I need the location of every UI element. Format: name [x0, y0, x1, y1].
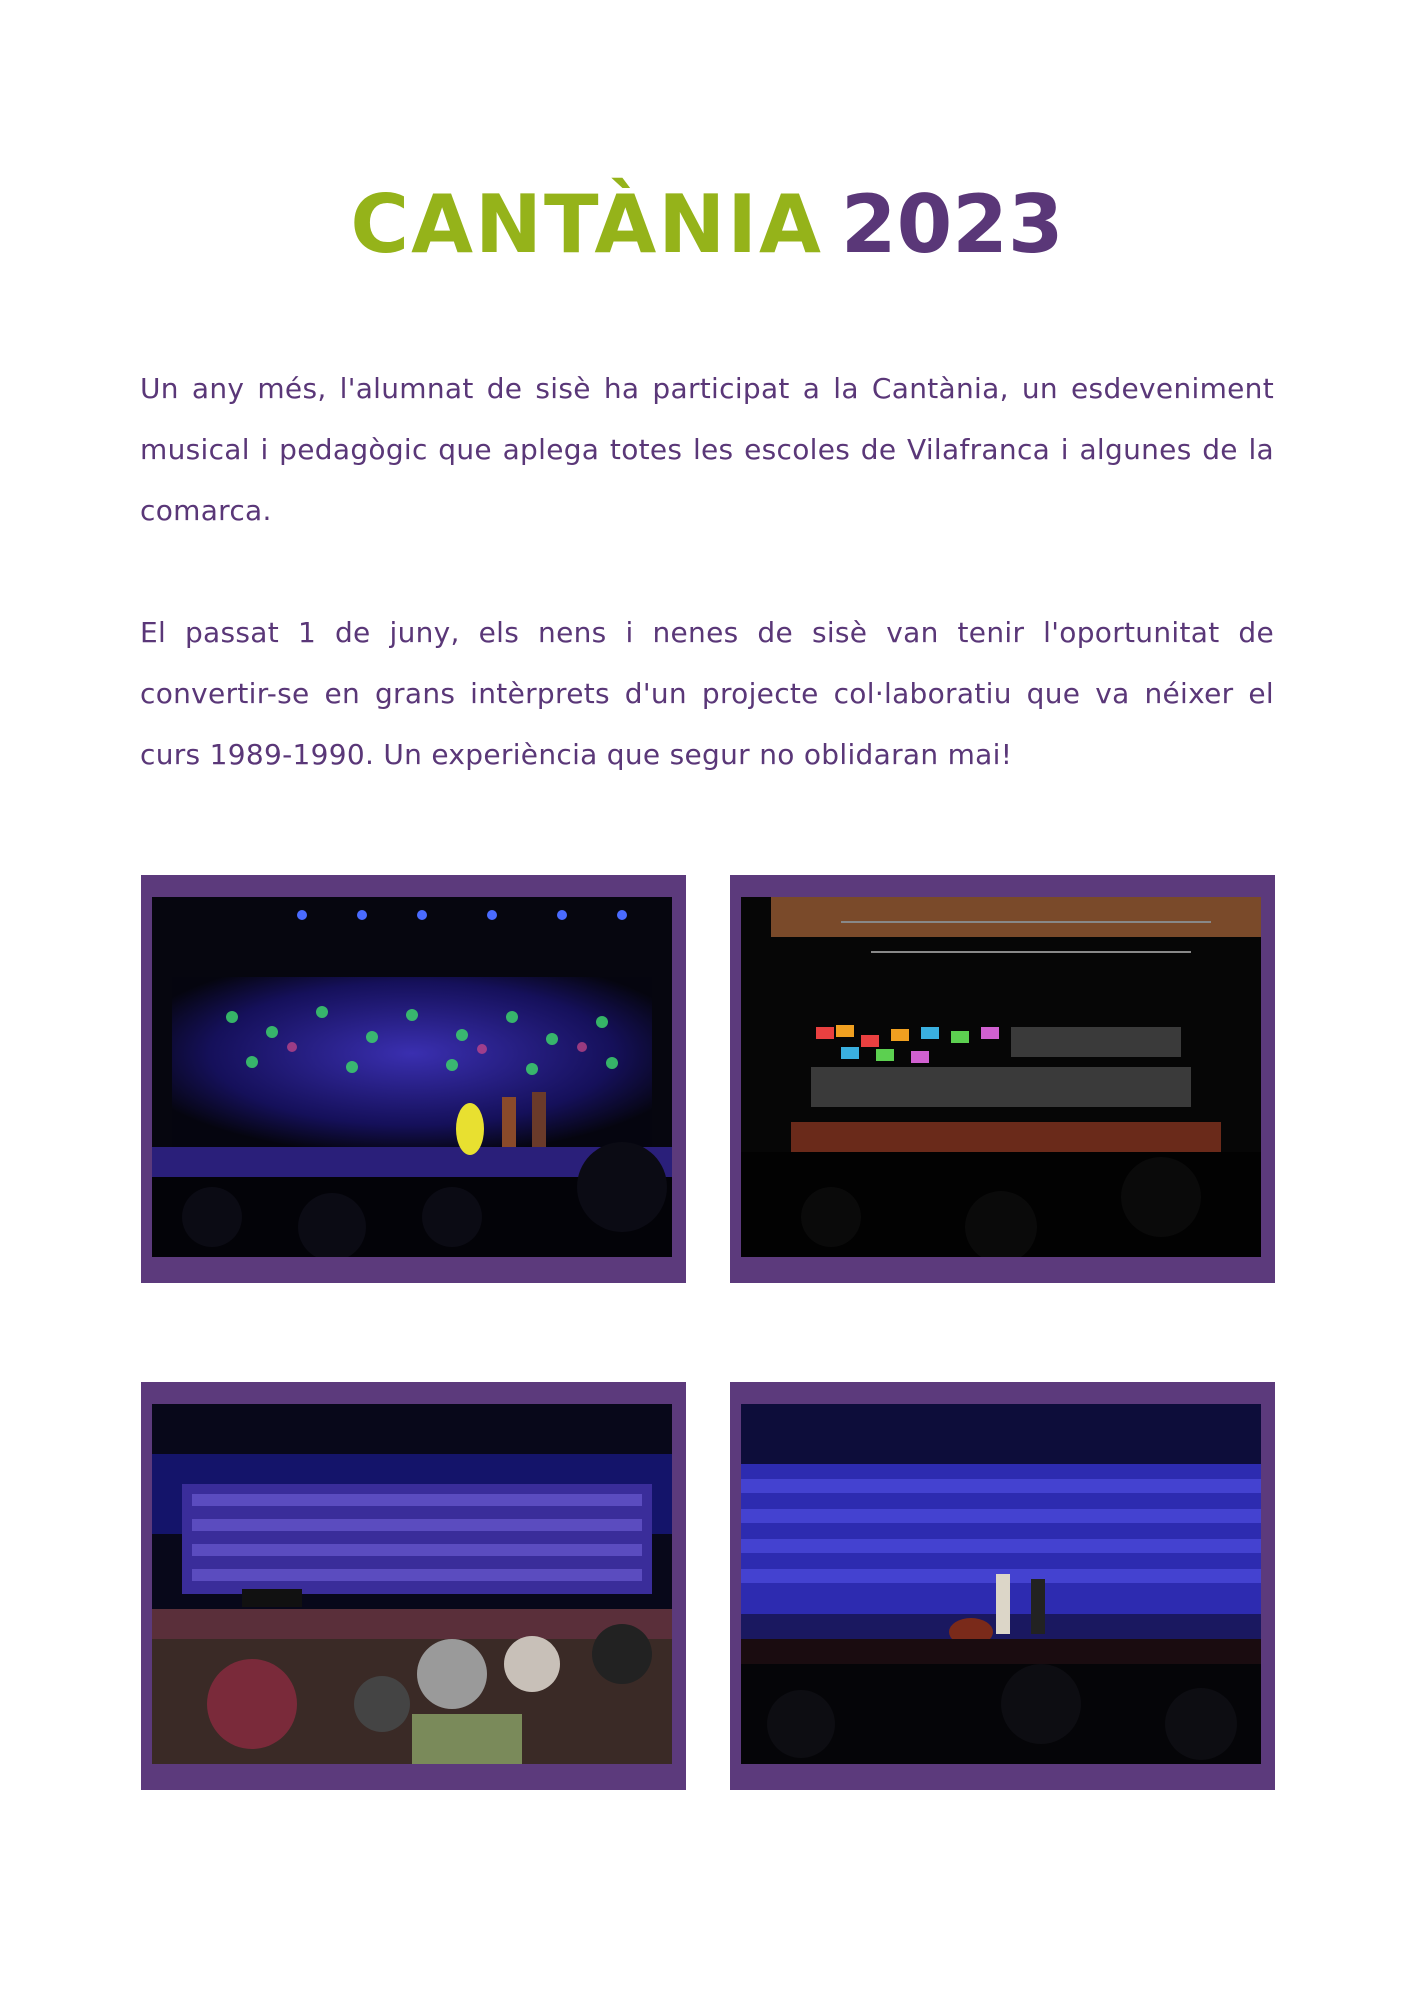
concert-photo-stage-icon: [152, 897, 672, 1257]
concert-photo-1: [152, 897, 672, 1257]
concert-photo-blue-choir-icon: [741, 1404, 1261, 1764]
concert-photo-choir-icon: [741, 897, 1261, 1257]
title-year: 2023: [840, 178, 1064, 271]
concert-photo-3: [152, 1404, 672, 1764]
intro-paragraph: Un any més, l'alumnat de sisè ha participat a la Cantània, un esdeveniment musical i pedagògic que aplega totes les escoles de Vilafranca i algunes de la comarca.: [140, 372, 1274, 527]
concert-photo-audience-icon: [152, 1404, 672, 1764]
concert-photo-4: [741, 1404, 1261, 1764]
detail-paragraph: El passat 1 de juny, els nens i nenes de sisè van tenir l'oportunitat de convertir-se en grans intèrprets d'un projecte col·laboratiu que va néixer el curs 1989-1990. Un experiència que segur no oblidaran mai!: [140, 616, 1274, 771]
page-title: [0, 175, 1414, 275]
photo-frame-2: [730, 875, 1275, 1283]
photo-frame-3: [141, 1382, 686, 1790]
title-cantania: CANTÀNIA: [350, 178, 823, 271]
concert-photo-2: [741, 897, 1261, 1257]
photo-frame-4: [730, 1382, 1275, 1790]
photo-frame-1: [141, 875, 686, 1283]
